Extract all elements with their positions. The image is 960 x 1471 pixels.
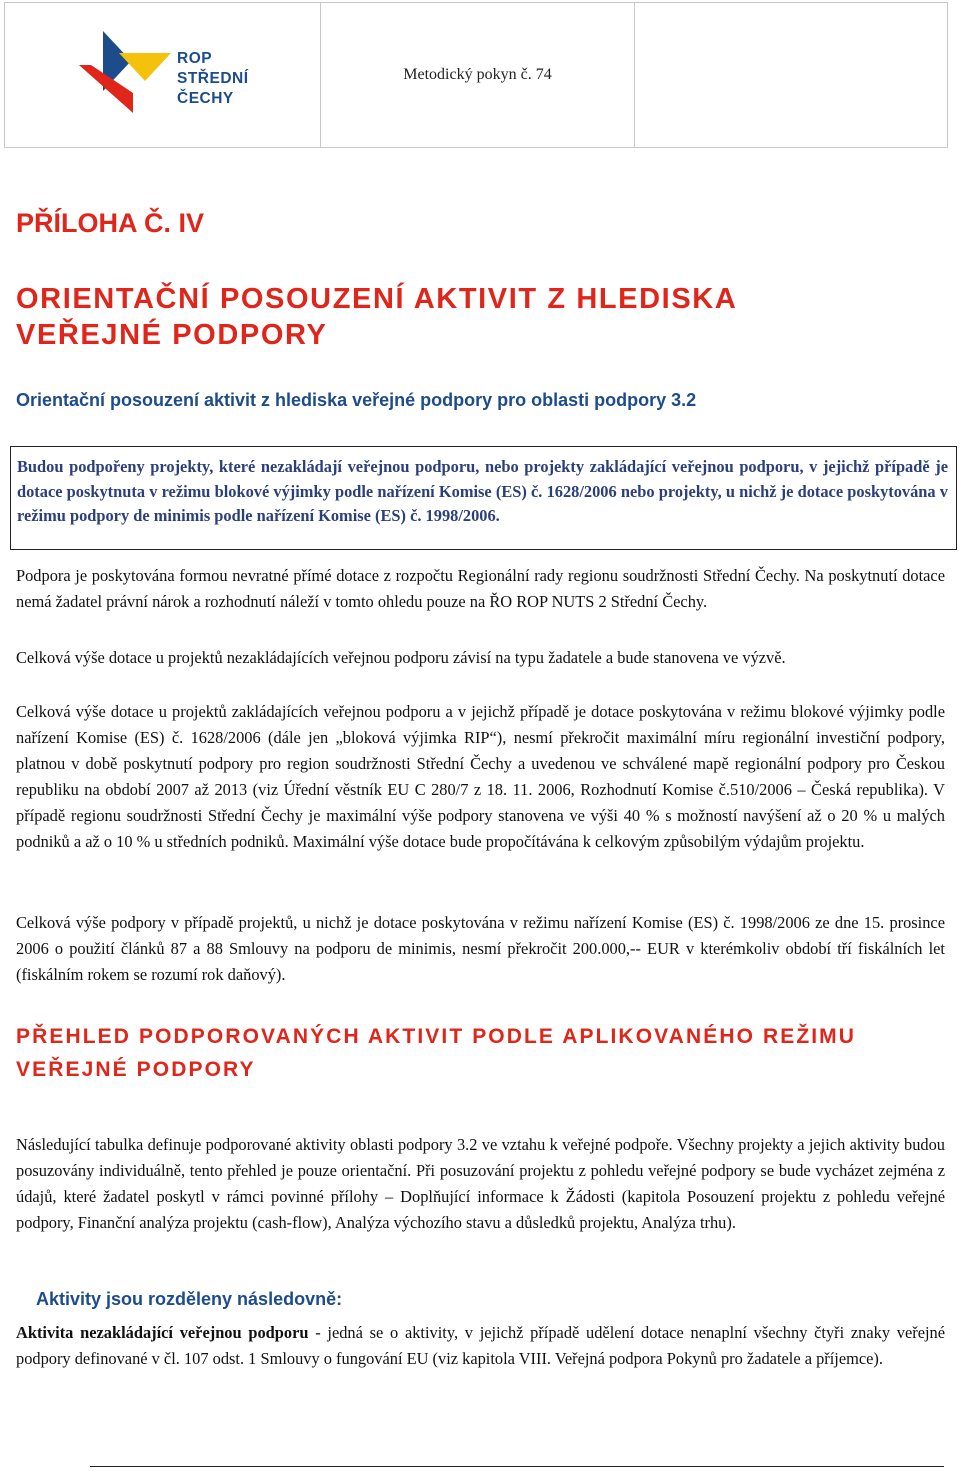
document-header xyxy=(4,2,948,148)
boxed-notice-text: Budou podpořeny projekty, které nezakládají veřejnou podporu, nebo projekty zakládající veřejnou podporu, v jejichž případě je dotace poskytnuta v režimu blokové výjimky podle nařízení Komise (ES) č. 1628/2006 nebo projekty, u nichž je dotace poskytována v režimu podpory de minimis podle nařízení Komise (ES) č. 1998/2006. xyxy=(17,457,948,525)
logo-line-3: ČECHY xyxy=(177,90,234,107)
logo-text xyxy=(177,49,249,109)
main-heading xyxy=(16,281,737,353)
appendix-title: PŘÍLOHA Č. IV xyxy=(16,208,205,238)
paragraph-support-form: Podpora je poskytována formou nevratné přímé dotace z rozpočtu Regionální rady regionu soudržnosti Střední Čechy. Na poskytnutí dotace nemá žadatel právní nárok a rozhodnutí náleží v tomto ohledu pouze na ŘO ROP NUTS 2 Střední Čechy. xyxy=(16,566,945,611)
section-heading xyxy=(16,1020,856,1086)
paragraph-de-minimis: Celková výše podpory v případě projektů, u nichž je dotace poskytována v režimu nařízení Komise (ES) č. 1998/2006 ze dne 15. prosince 2006 o použití článků 87 a 88 Smlouvy na podporu de minimis, nesmí překročit 200.000,-- EUR v kterémkoliv období tří fiskálních let (fiskálním rokem se rozumí rok daňový). xyxy=(16,913,945,984)
section-heading-line-1: PŘEHLED PODPOROVANÝCH AKTIVIT PODLE APLIKOVANÉHO REŽIMU xyxy=(16,1025,857,1048)
header-meta-cell xyxy=(321,3,635,147)
main-heading-line-2: VEŘEJNÉ PODPORY xyxy=(16,319,328,351)
logo-cell xyxy=(5,3,321,147)
methodical-instruction-number: Metodický pokyn č. 74 xyxy=(403,66,552,83)
activities-heading: Aktivity jsou rozděleny následovně: xyxy=(36,1289,343,1309)
activity-definition-text: - jedná se o aktivity, v jejichž případě udělení dotace nenaplní všechny čtyři znaky veřejné podpory definované v čl. 107 odst. 1 Smlouvy o fungování EU (viz kapitola VIII. Veřejná podpora Pokynů pro žadatele a příjemce). xyxy=(16,1323,945,1368)
logo-line-1: ROP xyxy=(177,50,213,67)
section-heading-line-2: VEŘEJNÉ PODPORY xyxy=(16,1058,256,1081)
paragraph-activity-definition xyxy=(16,1320,945,1372)
activity-term: Aktivita nezakládající veřejnou podporu xyxy=(16,1323,309,1342)
paragraph-total-amount-block-exemption: Celková výše dotace u projektů zakládajících veřejnou podporu a v jejichž případě je dotace poskytována v režimu blokové výjimky podle nařízení Komise (ES) č. 1628/2006 (dále jen „bloková výjimka RIP“), nesmí překročit maximální míru regionální investiční podpory, platnou v době poskytnutí podpory pro region soudržnosti Střední Čechy a uvedenou ve schválené mapě regionální podpory pro Českou republiku na období 2007 až 2013 (viz Úřední věstník EU C 280/7 z 18. 11. 2006, Rozhodnutí Komise č.510/2006 – Česká republika). V případě regionu soudržnosti Střední Čechy je maximální výše podpory stanovena ve výši 40 % s možností navýšení až o 20 % u malých podniků a až o 10 % u středních podniků. Maximální výše dotace bude propočítávána k celkovým způsobilým výdajům projektu. xyxy=(16,702,945,851)
footnote-divider xyxy=(90,1466,944,1467)
main-heading-line-1: ORIENTAČNÍ POSOUZENÍ AKTIVIT Z HLEDISKA xyxy=(16,283,738,315)
paragraph-total-amount-non-state-aid: Celková výše dotace u projektů nezakládajících veřejnou podporu závisí na typu žadatele a bude stanovena ve výzvě. xyxy=(16,648,786,667)
rop-stredni-cechy-logo-icon xyxy=(73,25,173,115)
logo-line-2: STŘEDNÍ xyxy=(177,70,249,87)
boxed-notice xyxy=(10,446,957,550)
subheading: Orientační posouzení aktivit z hlediska veřejné podpory pro oblasti podpory 3.2 xyxy=(16,390,697,410)
paragraph-table-intro: Následující tabulka definuje podporované aktivity oblasti podpory 3.2 ve vztahu k veřejné podpoře. Všechny projekty a jejich aktivity budou posuzovány individuálně, tento přehled je pouze orientační. Při posuzování projektu z pohledu veřejné podpory se bude vycházet zejména z údajů, které žadatel poskytl v rámci povinné přílohy – Doplňující informace k Žádosti (kapitola Posouzení projektu z pohledu veřejné podpory, Finanční analýza projektu (cash-flow), Analýza výchozího stavu a důsledků projektu, Analýza trhu). xyxy=(16,1135,945,1232)
